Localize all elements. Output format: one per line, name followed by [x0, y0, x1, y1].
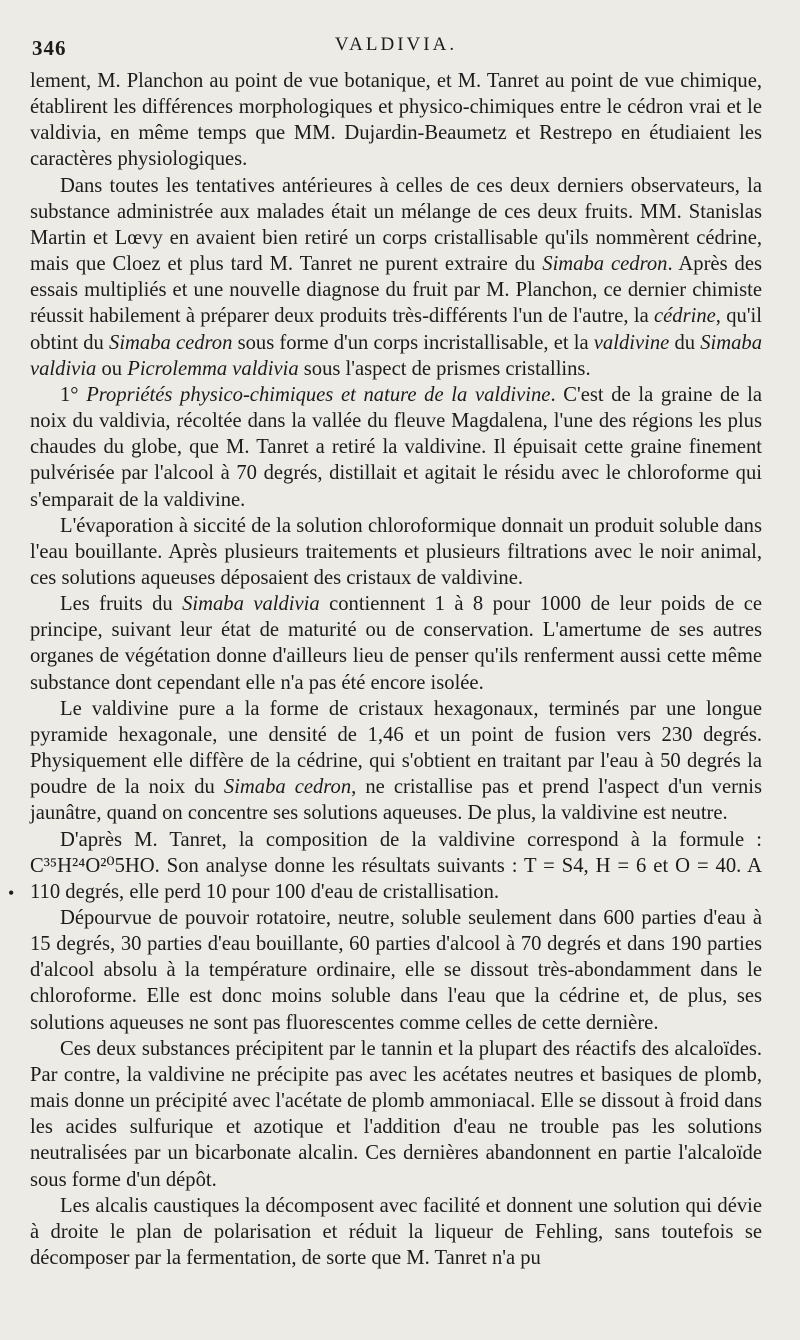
page-number: 346 — [32, 36, 67, 60]
italic-text: cédrine — [654, 305, 716, 328]
text-run: , ne cristallise pas et prend l'aspect d'un vernis jaunâtre, quand on concentre ses solutions aqueuses. De plus, la valdivine est neutre. — [30, 776, 762, 825]
paragraph — [30, 1036, 762, 1193]
text-run: Les alcalis caustiques la décomposent avec facilité et donnent une solution qui dévie à droite le plan de polarisation et réduit la liqueur de Fehling, sans toutefois se décomposer par la fermentation, de sorte que M. Tanret n'a pu — [30, 1194, 762, 1270]
text-run: Le valdivine pure a la forme de cristaux hexagonaux, terminés par une longue pyramide hexagonale, une densité de 1,46 et un point de fusion vers 230 degrés. Physiquement elle diffère de la cédrine, qui s'obtient en traitant par l'eau à 50 degrés la poudre de la noix du — [30, 697, 762, 799]
text-run: du — [669, 331, 701, 354]
body-text — [30, 68, 762, 1271]
text-run: , qu'il obtint du — [30, 305, 762, 354]
text-run: sous forme d'un corps incristallisable, et la — [232, 331, 594, 354]
italic-text: Simaba cedron — [109, 331, 233, 354]
text-run: ou — [96, 357, 128, 380]
text-run: D'après M. Tanret, la composition de la valdivine correspond à la formule : C³⁵H²⁴O²⁰5HO. Son analyse donne les résultats suivants : T = S4, H = 6 et O = 40. A 110 degrés, elle perd 10 pour 100 d'eau de cristallisation. — [30, 828, 762, 903]
italic-text: valdivine — [593, 331, 670, 354]
text-run: contiennent 1 à 8 pour 1000 de leur poids de ce principe, suivant leur état de maturité ou de conservation. L'amertume de ses autres organes de végétation donne d'ailleurs lieu de penser qu'ils renferment aussi cette même substance dont cependant elle n'a pas été encore isolée. — [30, 593, 762, 694]
italic-text: Simaba valdivia — [182, 593, 320, 616]
italic-text: Simaba valdivia — [30, 331, 763, 380]
paragraph — [30, 696, 762, 827]
text-run: . C'est de la graine de la noix du valdivia, récoltée dans la vallée du fleuve Magdalena, l'une des régions les plus chaudes du globe, que M. Tanret a retiré la valdivine. Il épuisait cette graine finement pulvérisée par l'alcool à 70 degrés, distillait et agitait le résidu avec le chloroforme qui s'emparait de la valdivine. — [30, 383, 762, 511]
text-run: . Après des essais multipliés et une nouvelle diagnose du fruit par M. Planchon, ce dernier chimiste réussit habilement à préparer deux produits très-différents l'un de l'autre, la — [30, 253, 762, 328]
text-run: sous l'aspect de prismes cristallins. — [298, 357, 591, 380]
text-run: Ces deux substances précipitent par le tannin et la plupart des réactifs des alcaloïdes. Par contre, la valdivine ne précipite pas avec les acétates neutres et basiques de plomb, mais donne un précipité avec l'acétate de plomb ammoniacal. Elle se dissout à froid dans les acides sulfurique et azotique et l'addition d'eau ne trouble pas les solutions neutralisées par un bicarbonate alcalin. Ces dernières abandonnent en partie l'alcaloïde sous forme d'un dépôt. — [30, 1037, 762, 1191]
running-title: VALDIVIA. — [334, 34, 458, 55]
paragraph — [30, 1193, 762, 1271]
paragraph — [30, 173, 762, 382]
italic-text: Propriétés physico-chimiques et nature de la valdivine — [86, 383, 551, 406]
page-header — [30, 30, 762, 66]
paragraph — [30, 827, 762, 905]
text-run: lement, M. Planchon au point de vue botanique, et M. Tanret au point de vue chimique, établirent les différences morphologiques et physico-chimiques entre le cédron vrai et le valdivia, en même temps que MM. Dujardin-Beaumetz et Restrepo en étudiaient les caractères physiologiques. — [30, 70, 762, 171]
italic-text: Picrolemma valdivia — [127, 357, 299, 380]
paragraph — [30, 68, 762, 173]
paragraph — [30, 513, 762, 591]
text-run: Dans toutes les tentatives antérieures à celles de ces deux derniers observateurs, la substance administrée aux malades était un mélange de ces deux fruits. MM. Stanislas Martin et Lœvy en avaient bien retiré un corps cristallisable qu'ils nommèrent cédrine, mais que Cloez et plus tard M. Tanret ne purent extraire du — [30, 174, 762, 276]
paragraph — [30, 591, 762, 696]
text-run: L'évaporation à siccité de la solution chloroformique donnait un produit soluble dans l'eau bouillante. Après plusieurs traitements et plusieurs filtrations avec le noir animal, ces solutions aqueuses déposaient des cristaux de valdivine. — [30, 514, 762, 589]
paragraph — [30, 905, 762, 1036]
italic-text: Simaba cedron — [223, 776, 352, 799]
text-run: Dépourvue de pouvoir rotatoire, neutre, soluble seulement dans 600 parties d'eau à 15 degrés, 30 parties d'eau bouillante, 60 parties d'alcool à 70 degrés et dans 190 parties d'alcool absolu à la température ordinaire, elle se dissout très-abondamment dans le chloroforme. Elle est donc moins soluble dans l'eau que la cédrine et, de plus, ses solutions aqueuses ne sont pas fluorescentes comme celles de cette dernière. — [30, 907, 762, 1034]
marginal-mark: • — [8, 883, 15, 903]
italic-text: Simaba cedron — [542, 253, 668, 276]
text-run: 1° — [60, 383, 87, 406]
text-run: Les fruits du — [60, 593, 183, 616]
paragraph — [30, 382, 762, 513]
